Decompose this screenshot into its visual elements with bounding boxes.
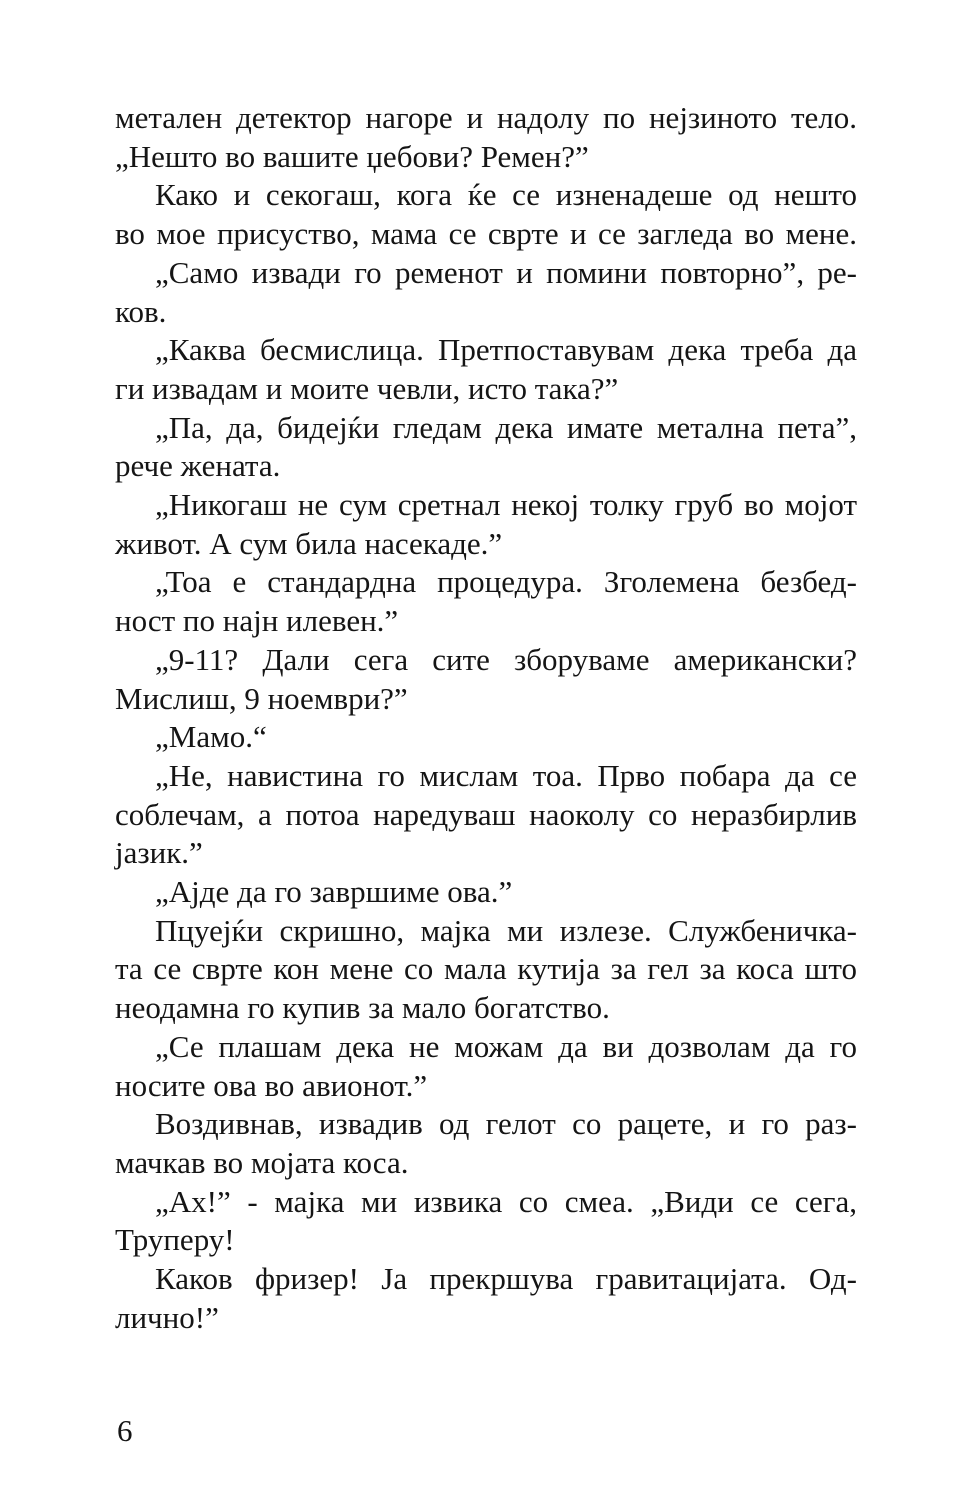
text-line: метален детектор нагоре и надолу по нејзиното тело.	[115, 100, 857, 135]
text-line: „Мамо.“	[155, 719, 267, 755]
text-line: Труперу!	[115, 1222, 235, 1258]
text-line: мачкав во мојата коса.	[115, 1144, 409, 1180]
text-line: Каков фризер! Ја прекршува гравитацијата. Од-	[155, 1261, 857, 1297]
text-line: носите ова во авионот.”	[115, 1067, 428, 1103]
text-line: „Ајде да го завршиме ова.”	[155, 874, 513, 910]
text-line: ков.	[115, 293, 167, 329]
text-line: неодамна го купив за мало богатство.	[115, 990, 610, 1026]
text-line: „Каква бесмислица. Претпоставувам дека треба да	[155, 332, 857, 368]
text-line: „Тоа е стандардна процедура. Зголемена безбед-	[155, 564, 857, 600]
text-line: „Не, навистина го мислам тоа. Прво побара да се	[155, 757, 857, 793]
text-line: Пцуејќи скришно, мајка ми излезе. Службеничка-	[155, 912, 857, 948]
text-line: соблечам, а потоа наредуваш наоколу со неразбирлив	[115, 796, 857, 832]
text-line: живот. А сум била насекаде.”	[115, 525, 503, 561]
text-line: рече жената.	[115, 448, 281, 484]
text-line: Како и секогаш, кога ќе се изненадеше од нешто	[155, 177, 857, 213]
text-line: лично!”	[115, 1299, 219, 1335]
text-line: ги извадам и моите чевли, исто така?”	[115, 370, 619, 406]
text-line: та се сврте кон мене со мала кутија за гел за коса што	[115, 951, 857, 987]
text-line: Воздивнав, извадив од гелот со рацете, и го раз-	[155, 1106, 857, 1142]
text-line: „Само извади го ременот и помини повторно”, ре-	[155, 254, 857, 290]
text-line: Мислиш, 9 ноември?”	[115, 680, 408, 716]
text-line: во мое присуство, мама се сврте и се загледа во мене.	[115, 216, 857, 252]
text-line: „Па, да, бидејќи гледам дека имате метална пета”,	[155, 409, 857, 445]
page-number: 6	[117, 1413, 133, 1448]
text-line: ност по најн илевен.”	[115, 603, 399, 639]
text-line: „Ах!” - мајка ми извика со смеа. „Види се сега,	[155, 1183, 857, 1219]
text-line: „9-11? Дали сега сите зборуваме американски?	[155, 641, 857, 677]
text-line: „Никогаш не сум сретнал некој толку груб во мојот	[155, 487, 857, 523]
text-line: „Се плашам дека не можам да ви дозволам да го	[155, 1028, 857, 1064]
text-line: „Нешто во вашите џебови? Ремен?”	[115, 138, 589, 174]
body-text	[115, 99, 857, 1338]
text-line: јазик.”	[115, 835, 203, 871]
